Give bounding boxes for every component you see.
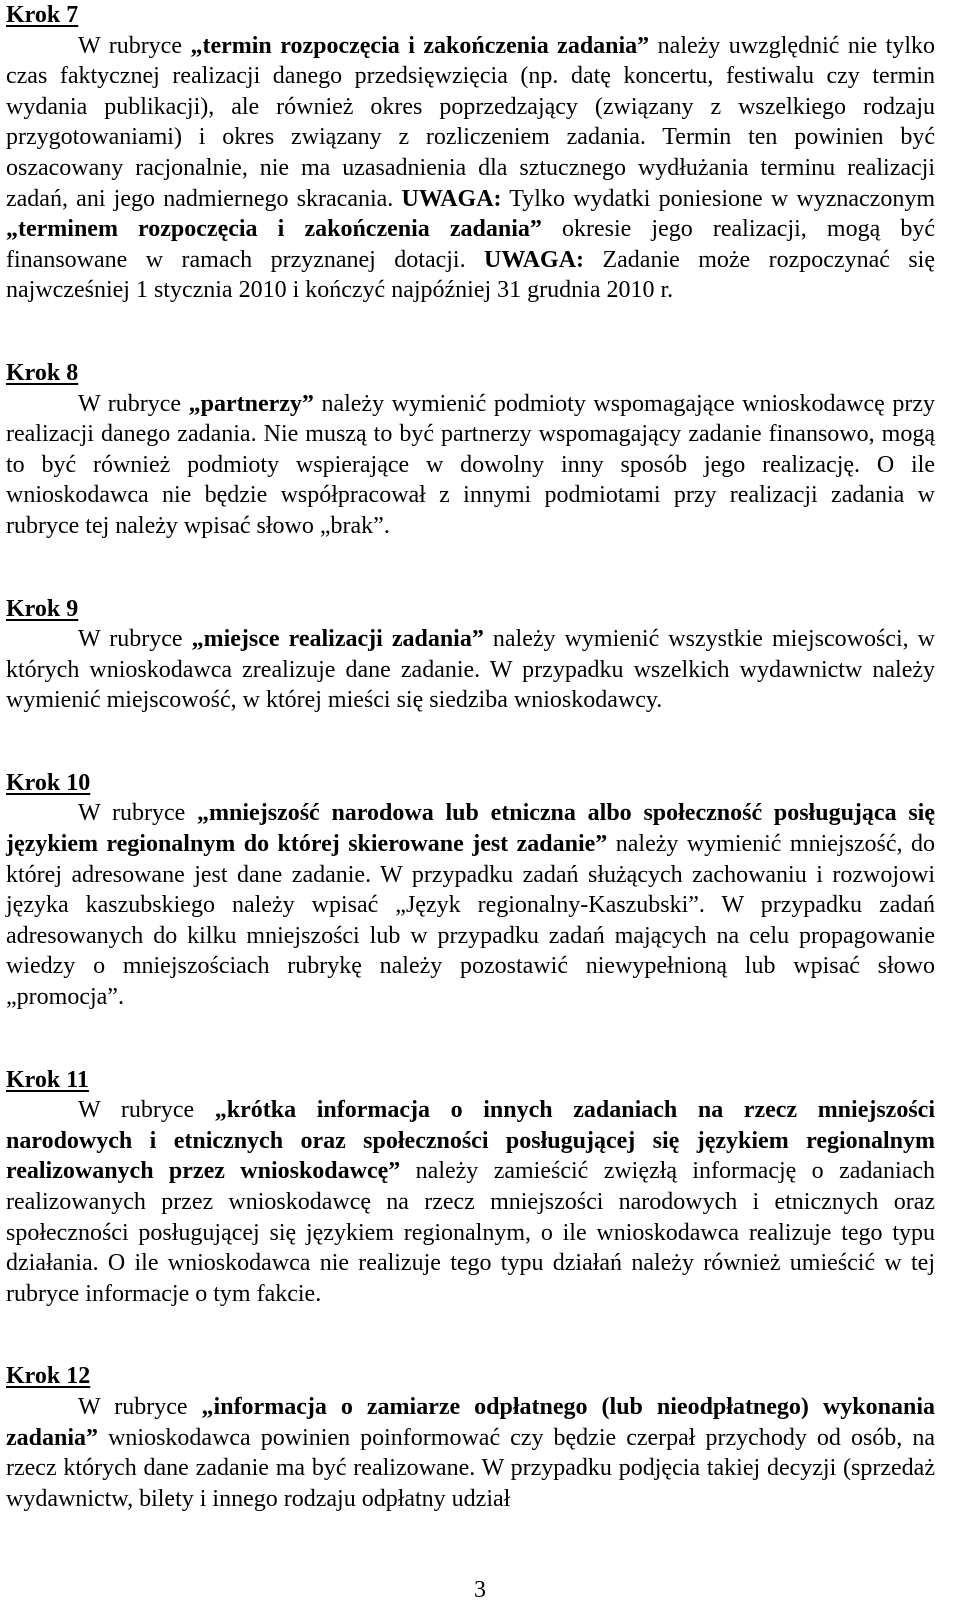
text-run: należy wymienić mniejszość, do której adresowane jest dane zadanie. W przypadku zadań służących zachowaniu i rozwojowi języka kaszubskiego należy wpisać „Język regionalny-Kaszubski”. W przypadku zadań adresowanych do kilku mniejszości lub w przypadku zadań mających na celu propagowanie wiedzy o mniejszościach rubrykę należy pozostawić niewypełnioną lub wpisać słowo „promocja”.: [6, 831, 935, 1011]
section-gap: [6, 306, 935, 358]
text-run: należy zamieścić zwięzłą informację o zadaniach realizowanych przez wnioskodawcę na rzecz mniejszości narodowych i etnicznych oraz społeczności posługującej się językiem regionalnym, o ile wnioskodawca realizuje tego typu działania. O ile wnioskodawca nie realizuje tego typu działań należy również umieścić w tej rubryce informacje o tym fakcie.: [6, 1158, 935, 1307]
section-gap: [6, 1309, 935, 1361]
bold-text-run: „informacja o zamiarze odpłatnego (lub nieodpłatnego) wykonania zadania”: [6, 1393, 935, 1451]
bold-text-run: „partnerzy”: [188, 390, 314, 417]
section-heading: Krok 12: [6, 1363, 91, 1390]
section-krok-11: [6, 1065, 935, 1310]
section-heading: Krok 11: [6, 1066, 89, 1093]
section-gap: [6, 716, 935, 768]
bold-text-run: UWAGA:: [401, 185, 502, 212]
section-gap: [6, 542, 935, 594]
text-run: W rubryce: [78, 626, 192, 653]
section-paragraph: [6, 1095, 935, 1309]
text-run: W rubryce: [78, 390, 189, 417]
section-krok-9: [6, 594, 935, 716]
text-run: należy uwzględnić nie tylko czas faktycznej realizacji danego przedsięwzięcia (np. datę koncertu, festiwalu czy termin wydania publikacji), ale również okres poprzedzający (związany z wszelkiego rodzaju przygotowaniami) i okres związany z rozliczeniem zadania. Termin ten powinien być oszacowany racjonalnie, nie ma uzasadnienia dla sztucznego wydłużania terminu realizacji zadań, ani jego nadmiernego skracania.: [6, 32, 935, 212]
page-number: 3: [474, 1577, 486, 1603]
section-gap: [6, 1013, 935, 1065]
section-paragraph: [6, 798, 935, 1012]
section-paragraph: [6, 624, 935, 716]
bold-text-run: „miejsce realizacji zadania”: [191, 626, 484, 653]
bold-text-run: „terminem rozpoczęcia i zakończenia zadania”: [6, 216, 542, 243]
section-heading: Krok 9: [6, 595, 79, 622]
bold-text-run: „krótka informacja o innych zadaniach na rzecz mniejszości narodowych i etnicznych oraz społeczności posługującej się językiem regionalnym realizowanych przez wnioskodawcę”: [6, 1097, 935, 1185]
section-heading: Krok 7: [6, 2, 79, 28]
text-run: Zadanie może rozpoczynać się najwcześniej 1 stycznia 2010 i kończyć najpóźniej 31 grudnia 2010 r.: [6, 246, 935, 304]
section-krok-8: [6, 358, 935, 542]
bold-text-run: UWAGA:: [484, 246, 585, 273]
section-heading: Krok 8: [6, 359, 79, 386]
bold-text-run: „mniejszość narodowa lub etniczna albo społeczność posługująca się językiem regionalnym do której skierowane jest zadanie”: [6, 800, 935, 858]
bold-text-run: „termin rozpoczęcia i zakończenia zadania”: [190, 32, 650, 59]
text-run: Tylko wydatki poniesione w wyznaczonym: [501, 185, 935, 212]
text-run: należy wymienić wszystkie miejscowości, w których wnioskodawca zrealizuje dane zadanie. W przypadku wszelkich wydawnictw należy wymienić miejscowość, w której mieści się siedziba wnioskodawcy.: [6, 626, 936, 714]
text-run: okresie jego realizacji, mogą być finansowane w ramach przyznanej dotacji.: [6, 216, 935, 273]
section-krok-7: [6, 0, 935, 306]
section-paragraph: [6, 389, 935, 542]
section-krok-12: [6, 1361, 935, 1514]
text-run: W rubryce: [78, 32, 191, 59]
section-krok-10: [6, 768, 935, 1013]
text-run: W rubryce: [78, 1097, 215, 1124]
text-run: wnioskodawca powinien poinformować czy będzie czerpał przychody od osób, na rzecz których dane zadanie ma być realizowane. W przypadku podjęcia takiej decyzji (sprzedaż wydawnictw, bilety i innego rodzaju odpłatny udział: [6, 1424, 935, 1512]
text-run: należy wymienić podmioty wspomagające wnioskodawcę przy realizacji danego zadania. Nie muszą to być partnerzy wspomagający zadanie finansowo, mogą to być również podmioty wspierające w dowolny inny sposób jego realizację. O ile wnioskodawca nie będzie współpracował z innymi podmiotami przy realizacji zadania w rubryce tej należy wpisać słowo „brak”.: [6, 390, 935, 539]
section-paragraph: [6, 1392, 935, 1514]
text-run: W rubryce: [78, 1393, 202, 1420]
text-run: W rubryce: [78, 800, 198, 827]
section-heading: Krok 10: [6, 769, 91, 796]
section-paragraph: [6, 31, 935, 306]
document-body: [6, 0, 935, 1514]
